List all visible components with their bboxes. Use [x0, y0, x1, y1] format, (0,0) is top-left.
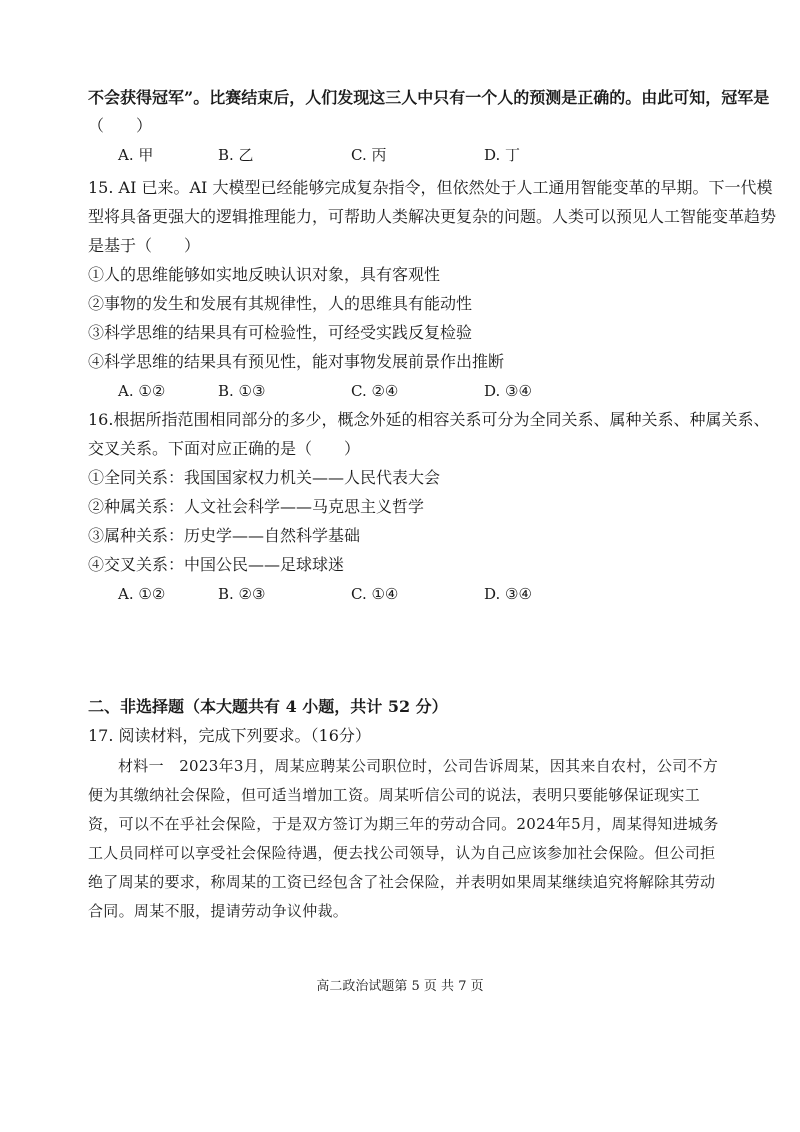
q14-option-c: C. 丙 [351, 146, 387, 164]
q16-option-b: B. ②③ [218, 585, 266, 603]
q16-statement-2: ②种属关系：人文社会科学——马克思主义哲学 [88, 497, 425, 516]
q16-line-1: 16.根据所指范围相同部分的多少，概念外延的相容关系可分为全同关系、属种关系、种属关系、 [88, 410, 770, 429]
q16-statement-3: ③属种关系：历史学——自然科学基础 [88, 526, 361, 545]
q14-option-a: A. 甲 [118, 146, 154, 164]
q15-statement-4: ④科学思维的结果具有预见性，能对事物发展前景作出推断 [88, 352, 505, 371]
q14-option-b: B. 乙 [218, 146, 254, 164]
q15-statement-2: ②事物的发生和发展有其规律性，人的思维具有能动性 [88, 294, 473, 313]
q14-option-d: D. 丁 [484, 146, 521, 164]
q16-statement-1: ①全同关系：我国国家权力机关——人民代表大会 [88, 468, 441, 487]
q14-line-2: （ ） [88, 116, 153, 135]
q15-statement-1: ①人的思维能够如实地反映认识对象，具有客观性 [88, 265, 441, 284]
q15-option-d: D. ③④ [484, 382, 532, 400]
q15-line-2: 型将具备更强大的逻辑推理能力，可帮助人类解决更复杂的问题。人类可以预见人工智能变革趋势 [88, 207, 777, 226]
q16-option-a: A. ①② [118, 585, 166, 603]
q16-option-d: D. ③④ [484, 585, 532, 603]
q15-option-a: A. ①② [118, 382, 166, 400]
q16-option-c: C. ①④ [351, 585, 399, 603]
q14-line-1: 不会获得冠军”。比赛结束后，人们发现这三人中只有一个人的预测是正确的。由此可知，冠军是 [88, 88, 770, 107]
q16-statement-4: ④交叉关系：中国公民——足球球迷 [88, 555, 345, 574]
q17-intro: 17. 阅读材料，完成下列要求。（16分） [88, 726, 371, 745]
q16-line-2: 交叉关系。下面对应正确的是（ ） [88, 439, 361, 458]
q15-option-c: C. ②④ [351, 382, 399, 400]
section-2-heading: 二、非选择题（本大题共有 4 小题，共计 52 分） [88, 697, 448, 716]
q15-line-1: 15. AI 已来。AI 大模型已经能够完成复杂指令，但依然处于人工通用智能变革的早期。下一代模 [88, 178, 773, 197]
q17-material: 材料一 2023年3月，周某应聘某公司职位时，公司告诉周某，因其来自农村，公司不方便为其缴纳社会保险，但可适当增加工资。周某听信公司的说法，表明只要能够保证现实工资，可以不在乎社会保险，于是双方签订为期三年的劳动合同。2024年5月，周某得知进城务工人员同样可以享受社会保险待遇，便去找公司领导，认为自己应该参加社会保险。但公司拒绝了周某的要求，称周某的工资已经包含了社会保险，并表明如果周某继续追究将解除其劳动合同。周某不服，提请劳动争议仲裁。 [88, 757, 719, 920]
q15-line-3: 是基于（ ） [88, 236, 201, 255]
page-footer: 高二政治试题第 5 页 共 7 页 [316, 979, 484, 994]
q15-option-b: B. ①③ [218, 382, 266, 400]
q15-statement-3: ③科学思维的结果具有可检验性，可经受实践反复检验 [88, 323, 473, 342]
